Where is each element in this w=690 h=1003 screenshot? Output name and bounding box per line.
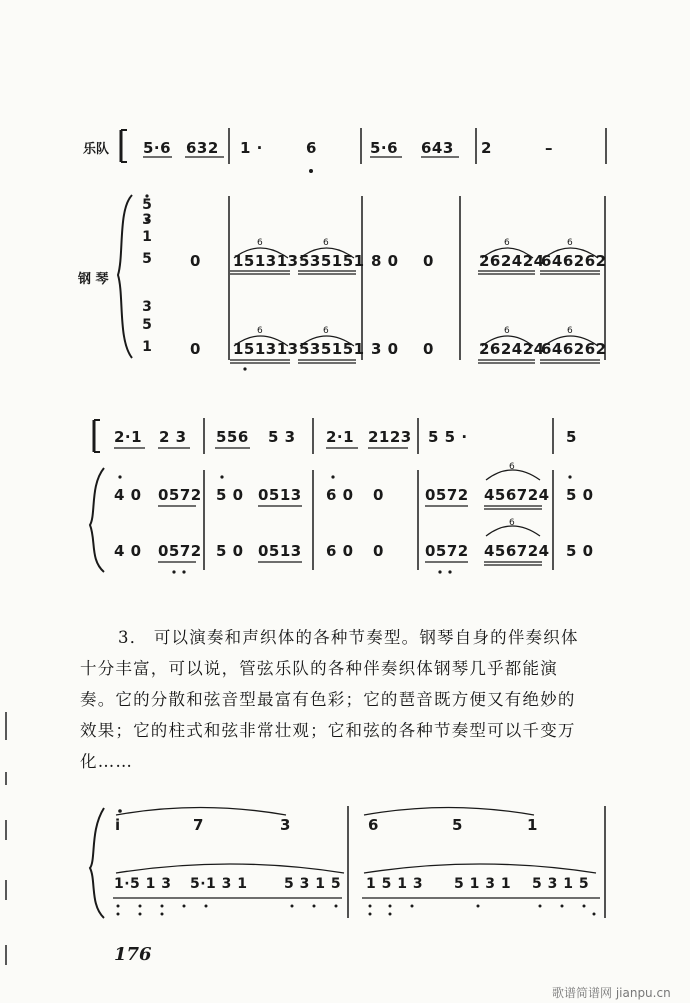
note: 3 0 [371, 340, 399, 358]
note: 456724 [484, 486, 550, 504]
chord-note: 1 [142, 229, 152, 245]
tuplet-mark: 6 [509, 518, 515, 528]
note: 2 3 [159, 428, 187, 446]
paragraph-line-4: 效果；它的柱式和弦非常壮观；它和弦的各种节奏型可以千变万 [80, 721, 576, 740]
note: 1 [527, 816, 538, 834]
piano-brace [118, 195, 132, 358]
note: 4 0 [114, 542, 142, 560]
note: i [115, 816, 121, 834]
note: 5·6 [143, 139, 172, 157]
note: 262424 [479, 252, 545, 270]
note: 0513 [258, 542, 302, 560]
note: 6 0 [326, 486, 354, 504]
note: 0 [190, 252, 201, 270]
note: 0 [373, 486, 384, 504]
note: 2123 [368, 428, 412, 446]
note: 5·1 3 1 [190, 876, 248, 892]
note: 2·1 [326, 428, 355, 446]
chord-note: 1 [142, 339, 152, 355]
note: 5 3 [268, 428, 296, 446]
note: 1·5 1 3 [114, 876, 172, 892]
note: 0 [373, 542, 384, 560]
note: 0513 [258, 486, 302, 504]
chord-note: 3 [142, 299, 152, 315]
note: 151313 [233, 340, 299, 358]
note: 8 0 [371, 252, 399, 270]
note: 5 0 [566, 486, 594, 504]
note: 5 0 [216, 486, 244, 504]
note: 2 [481, 139, 492, 157]
note: 5 3 1 5 [284, 876, 342, 892]
note: 0 [423, 252, 434, 270]
note: 646262 [541, 340, 607, 358]
watermark: 歌谱简谱网 jianpu.cn [552, 986, 671, 1000]
note: 5·6 [370, 139, 399, 157]
tuplet-mark: 6 [567, 326, 573, 336]
note: 5 0 [566, 542, 594, 560]
note: 0572 [425, 486, 469, 504]
note: 6 [306, 139, 317, 157]
page-number: 176 [114, 944, 152, 965]
orchestra-label: 乐队 [83, 142, 110, 157]
note: 632 [186, 139, 219, 157]
note: 151313 [233, 252, 299, 270]
paragraph-line-2: 十分丰富，可以说，管弦乐队的各种伴奏织体钢琴几乎都能演 [80, 659, 558, 678]
note: 456724 [484, 542, 550, 560]
note: 5 5 · [428, 428, 468, 446]
tuplet-mark: 6 [567, 238, 573, 248]
note: 646262 [541, 252, 607, 270]
piano-label: 钢 琴 [78, 272, 109, 287]
note: 6 0 [326, 542, 354, 560]
note: 1 · [240, 139, 263, 157]
note: 0572 [425, 542, 469, 560]
note: 4 0 [114, 486, 142, 504]
note: 5 [566, 428, 577, 446]
note: 0 [423, 340, 434, 358]
note: 0572 [158, 542, 202, 560]
tuplet-mark: 6 [504, 326, 510, 336]
note: 7 [193, 816, 204, 834]
note: 556 [216, 428, 249, 446]
note: 535151 [299, 252, 365, 270]
chord-note: 5 [142, 251, 152, 267]
note: – [545, 139, 553, 157]
tuplet-mark: 6 [323, 238, 329, 248]
tuplet-mark: 6 [504, 238, 510, 248]
note: 0572 [158, 486, 202, 504]
note: 1 5 1 3 [366, 876, 424, 892]
tuplet-mark: 6 [257, 326, 263, 336]
note: 643 [421, 139, 454, 157]
chord-note: 5 [142, 317, 152, 333]
note: 2·1 [114, 428, 143, 446]
note: 5 0 [216, 542, 244, 560]
note: 3 [280, 816, 291, 834]
paragraph-line-5: 化…… [80, 752, 134, 771]
paragraph-line-3: 奏。它的分散和弦音型最富有色彩；它的琶音既方便又有绝妙的 [80, 690, 576, 709]
note: 0 [190, 340, 201, 358]
tuplet-mark: 6 [257, 238, 263, 248]
chord-note: 3 [142, 212, 152, 228]
tuplet-mark: 6 [509, 462, 515, 472]
note: 5 [452, 816, 463, 834]
note: 5 3 1 5 [532, 876, 590, 892]
tuplet-mark: 6 [323, 326, 329, 336]
paragraph-line-1: 3． 可以演奏和声织体的各种节奏型。钢琴自身的伴奏织体 [118, 628, 579, 647]
note: 5 1 3 1 [454, 876, 512, 892]
note: 6 [368, 816, 379, 834]
note: 535151 [299, 340, 365, 358]
note: 262424 [479, 340, 545, 358]
chord-note: 5 [142, 197, 152, 213]
